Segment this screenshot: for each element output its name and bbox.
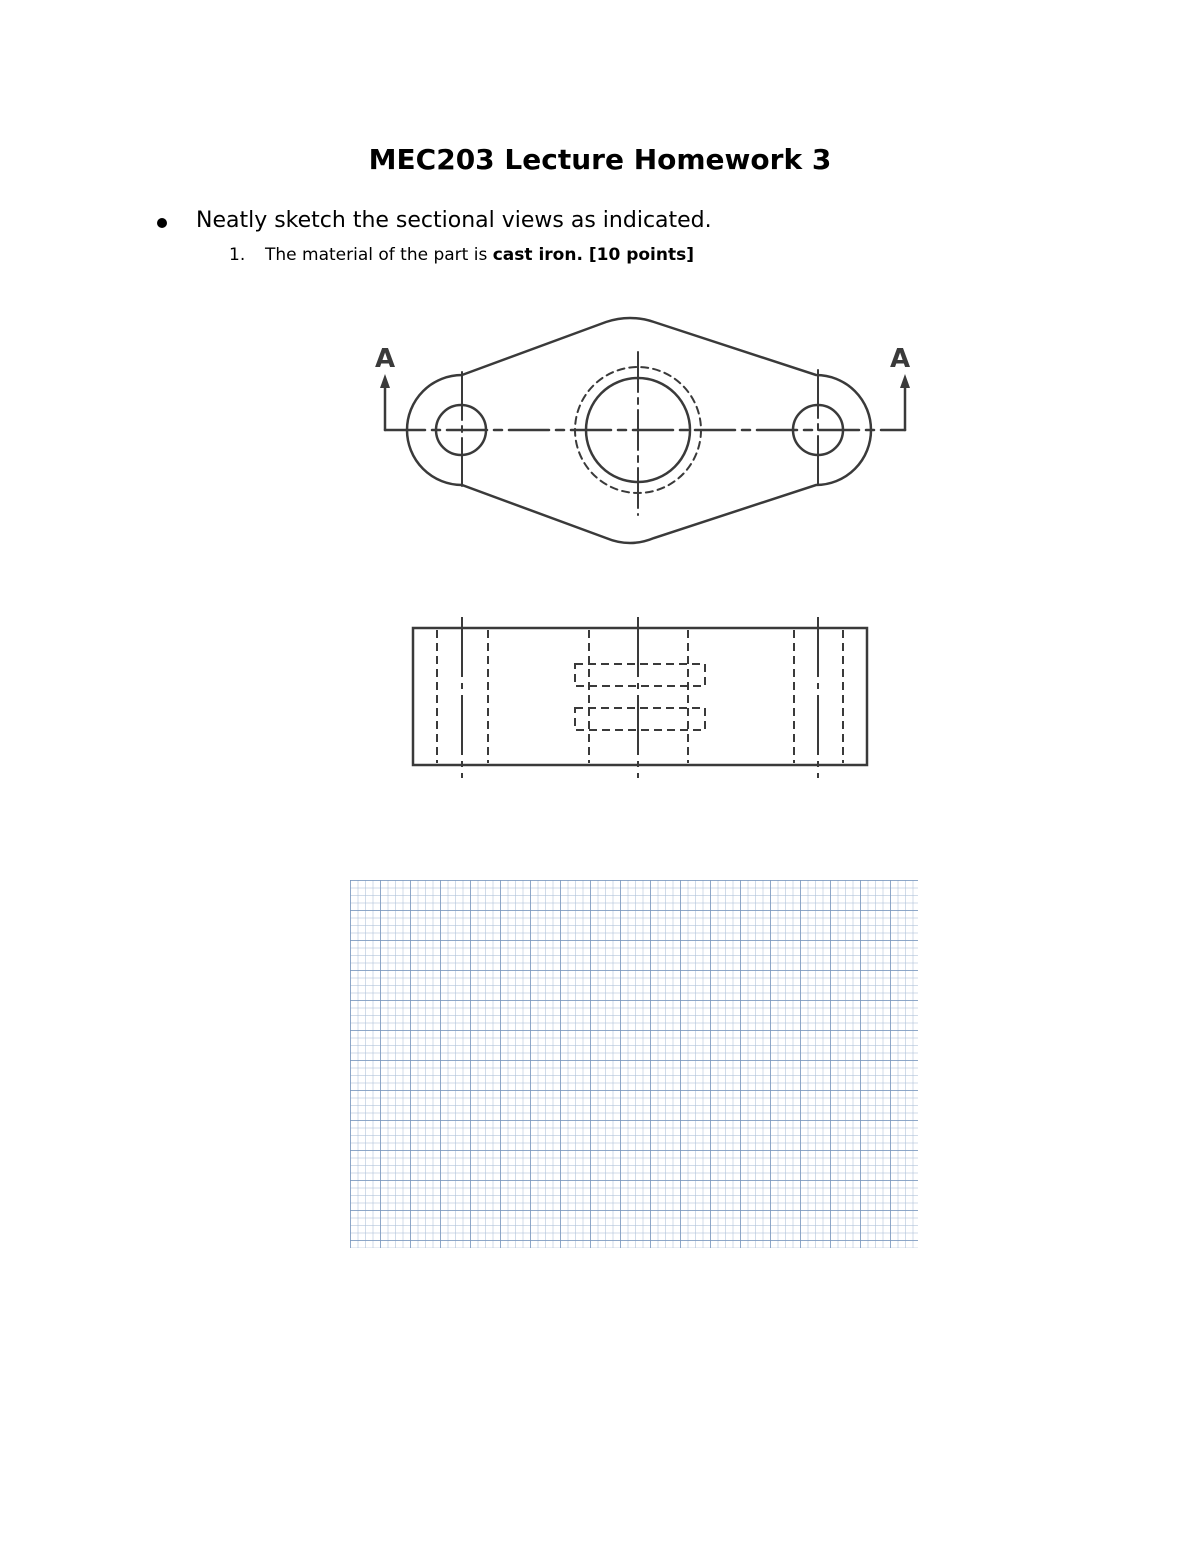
page-title: MEC203 Lecture Homework 3 bbox=[368, 143, 832, 176]
hidden-groove-lower bbox=[575, 708, 705, 730]
item-text: The material of the part is bbox=[265, 245, 493, 265]
item-points: [10 points] bbox=[588, 245, 694, 265]
item-material: cast iron bbox=[492, 245, 577, 265]
hidden-groove-upper bbox=[575, 664, 705, 686]
top-view bbox=[385, 318, 905, 543]
item-separator: . bbox=[576, 245, 589, 265]
section-label-left: A bbox=[374, 344, 396, 374]
section-label-right: A bbox=[889, 344, 911, 374]
item-number: 1. bbox=[229, 245, 246, 265]
front-view bbox=[413, 617, 867, 778]
right-arrowhead bbox=[900, 374, 910, 388]
front-view-outline bbox=[413, 628, 867, 765]
sketch-grid[interactable] bbox=[350, 880, 918, 1248]
left-arrowhead bbox=[380, 374, 390, 388]
instruction-text: Neatly sketch the sectional views as indicated. bbox=[196, 208, 712, 233]
